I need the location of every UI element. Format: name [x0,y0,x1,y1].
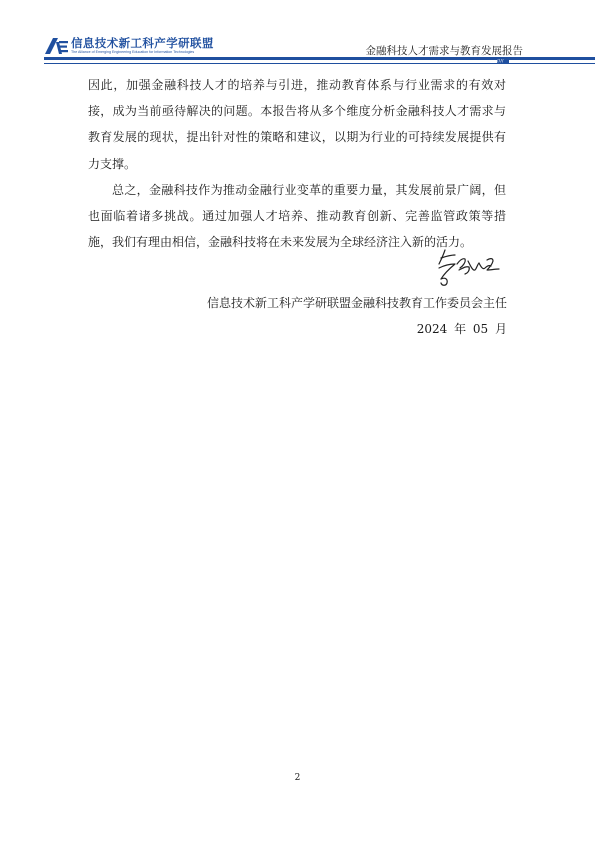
page-header [0,0,595,72]
handwritten-signature [435,246,513,288]
logo-subtitle: The Alliance of Emerging Engineering Education for Information Technologies [71,50,195,54]
report-title: 金融科技人才需求与教育发展报告 [365,45,523,57]
alliance-logo [44,37,214,55]
header-rule-hatch: //// [497,59,509,63]
header-rule-thick [44,57,595,60]
paragraph-conclusion: 总之，金融科技作为推动金融行业变革的重要力量，其发展前景广阔，但也面临着诸多挑战。通过加强人才培养、推动教育创新、完善监管政策等措施，我们有理由相信，金融科技将在未来发展为全球经济注入新的活力。 [88,182,506,250]
signoff-date: 2024 年 05 月 [416,322,507,336]
logo-title: 信息技术新工科产学研联盟 [71,36,214,50]
page-number: 2 [294,773,301,783]
logo-text [71,37,214,55]
header-rule-thin [44,63,595,64]
signoff-organization: 信息技术新工科产学研联盟金融科技教育工作委员会主任 [206,296,507,310]
alliance-logo-icon [44,37,68,55]
body-text [88,72,506,255]
paragraph-continued: 因此，加强金融科技人才的培养与引进，推动教育体系与行业需求的有效对接，成为当前亟待解决的问题。本报告将从多个维度分析金融科技人才需求与教育发展的现状，提出针对性的策略和建议，以期为行业的可持续发展提供有力支撑。 [88,78,506,171]
